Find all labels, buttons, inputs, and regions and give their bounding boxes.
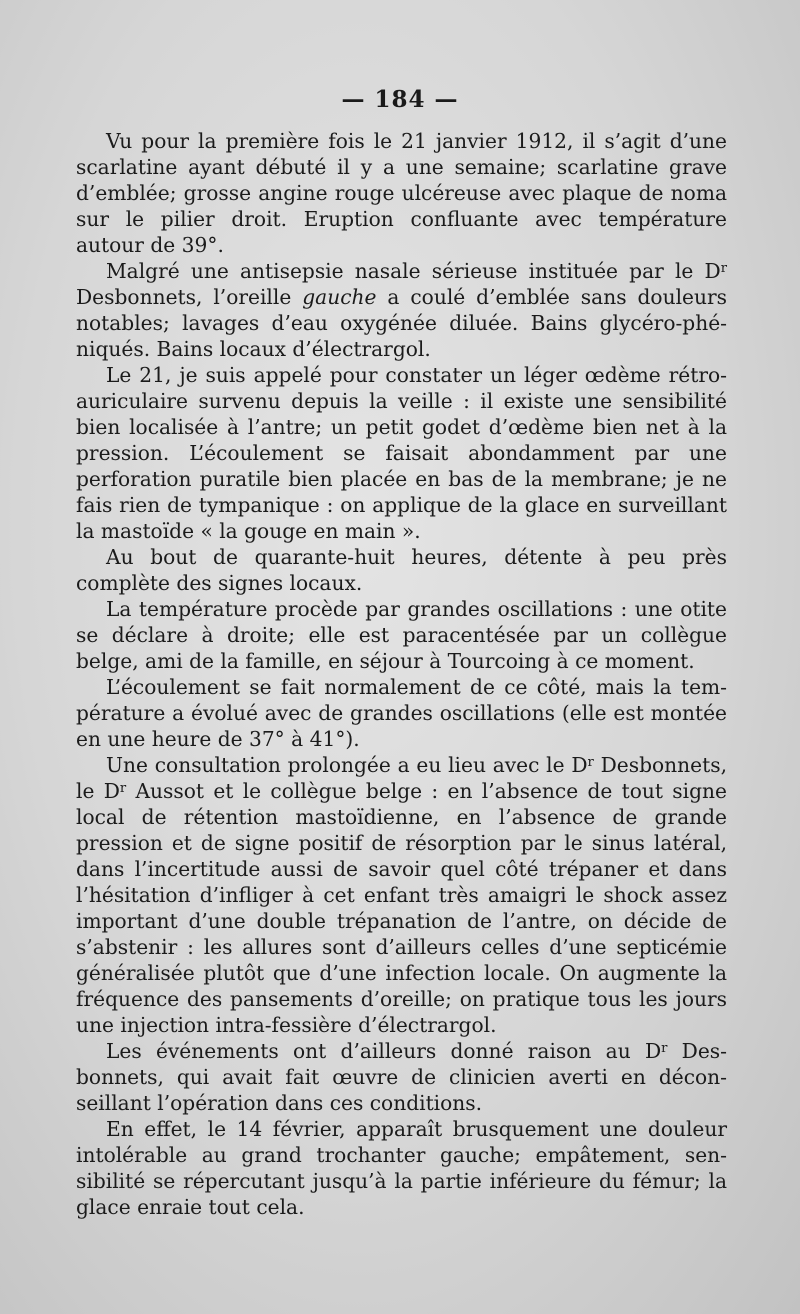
superscript-text: r (119, 781, 127, 797)
text-segment: Les événements ont d’ailleurs donné raison au D (106, 1039, 662, 1063)
text-segment: Malgré une antisepsie nasale sérieuse instituée par le D (106, 259, 721, 283)
body-text (76, 128, 727, 1220)
paragraph (76, 1116, 727, 1220)
text-segment: Desbonnets, le D (76, 753, 728, 803)
text-segment: a coulé d’emblée sans douleurs notables; lavages d’eau oxygénée diluée. Bains glycéro-phéniqués. Bains locaux d’électrargol. (76, 285, 727, 361)
paragraph (76, 752, 727, 1038)
italic-text: gauche (302, 285, 377, 309)
paragraph (76, 362, 727, 544)
superscript-text: r (661, 1041, 668, 1057)
text-segment: Le 21, je suis appelé pour constater un léger œdème rétro-auriculaire survenu depuis la veille : il existe une sensibilité bien localisée à l’antre; un petit godet d’œdème bien net à la pression. L’écoulement se faisait abondamment par une perforation puratile bien placée en bas de la membrane; je ne fais rien de tympanique : on applique de la glace en surveillant la mastoïde « la gouge en main ». (76, 363, 727, 543)
text-segment: Une consultation prolongée a eu lieu avec le D (106, 753, 588, 777)
paragraph (76, 674, 727, 752)
paragraph (76, 544, 727, 596)
paragraph (76, 1038, 727, 1116)
paragraph (76, 596, 727, 674)
text-segment: En effet, le 14 février, apparaît brusquement une douleur intolérable au grand trochanter gauche; empâtement, sensibilité se répercutant jusqu’à la partie inférieure du fémur; la glace enraie tout cela. (76, 1117, 727, 1219)
text-segment: Desbonnets, qui avait fait œuvre de clinicien averti en déconseillant l’opération dans ces conditions. (76, 1039, 727, 1115)
text-segment: L’écoulement se fait normalement de ce côté, mais la température a évolué avec de grandes oscillations (elle est montée en une heure de 37° à 41°). (76, 675, 727, 751)
text-segment: Au bout de quarante-huit heures, détente à peu près complète des signes locaux. (76, 545, 727, 595)
page-number: — 184 — (341, 86, 459, 113)
paragraph (76, 128, 727, 258)
superscript-text: r (720, 261, 727, 277)
text-segment: Vu pour la première fois le 21 janvier 1912, il s’agit d’une scarlatine ayant débuté il y a une semaine; scarlatine grave d’emblée; grosse angine rouge ulcéreuse avec plaque de noma sur le pilier droit. Eruption confluante avec température autour de 39°. (76, 129, 727, 257)
text-segment: Desbonnets, l’oreille (76, 285, 303, 309)
superscript-text: r (587, 755, 594, 771)
paragraph (76, 258, 727, 362)
text-segment: Aussot et le collègue belge : en l’absence de tout signe local de rétention mastoïdienne, en l’absence de grande pression et de signe positif de résorption par le sinus latéral, dans l’incertitude aussi de savoir quel côté trépaner et dans l’hésitation d’infliger à cet enfant très amaigri le shock assez important d’une double trépanation de l’antre, on décide de s’abstenir : les allures sont d’ailleurs celles d’une septicémie généralisée plutôt que d’une infection locale. On augmente la fréquence des pansements d’oreille; on pratique tous les jours une injection intra-fessière d’électrargol. (76, 779, 727, 1037)
text-segment: La température procède par grandes oscillations : une otite se déclare à droite; elle est paracentésée par un collègue belge, ami de la famille, en séjour à Tourcoing à ce moment. (76, 597, 727, 673)
